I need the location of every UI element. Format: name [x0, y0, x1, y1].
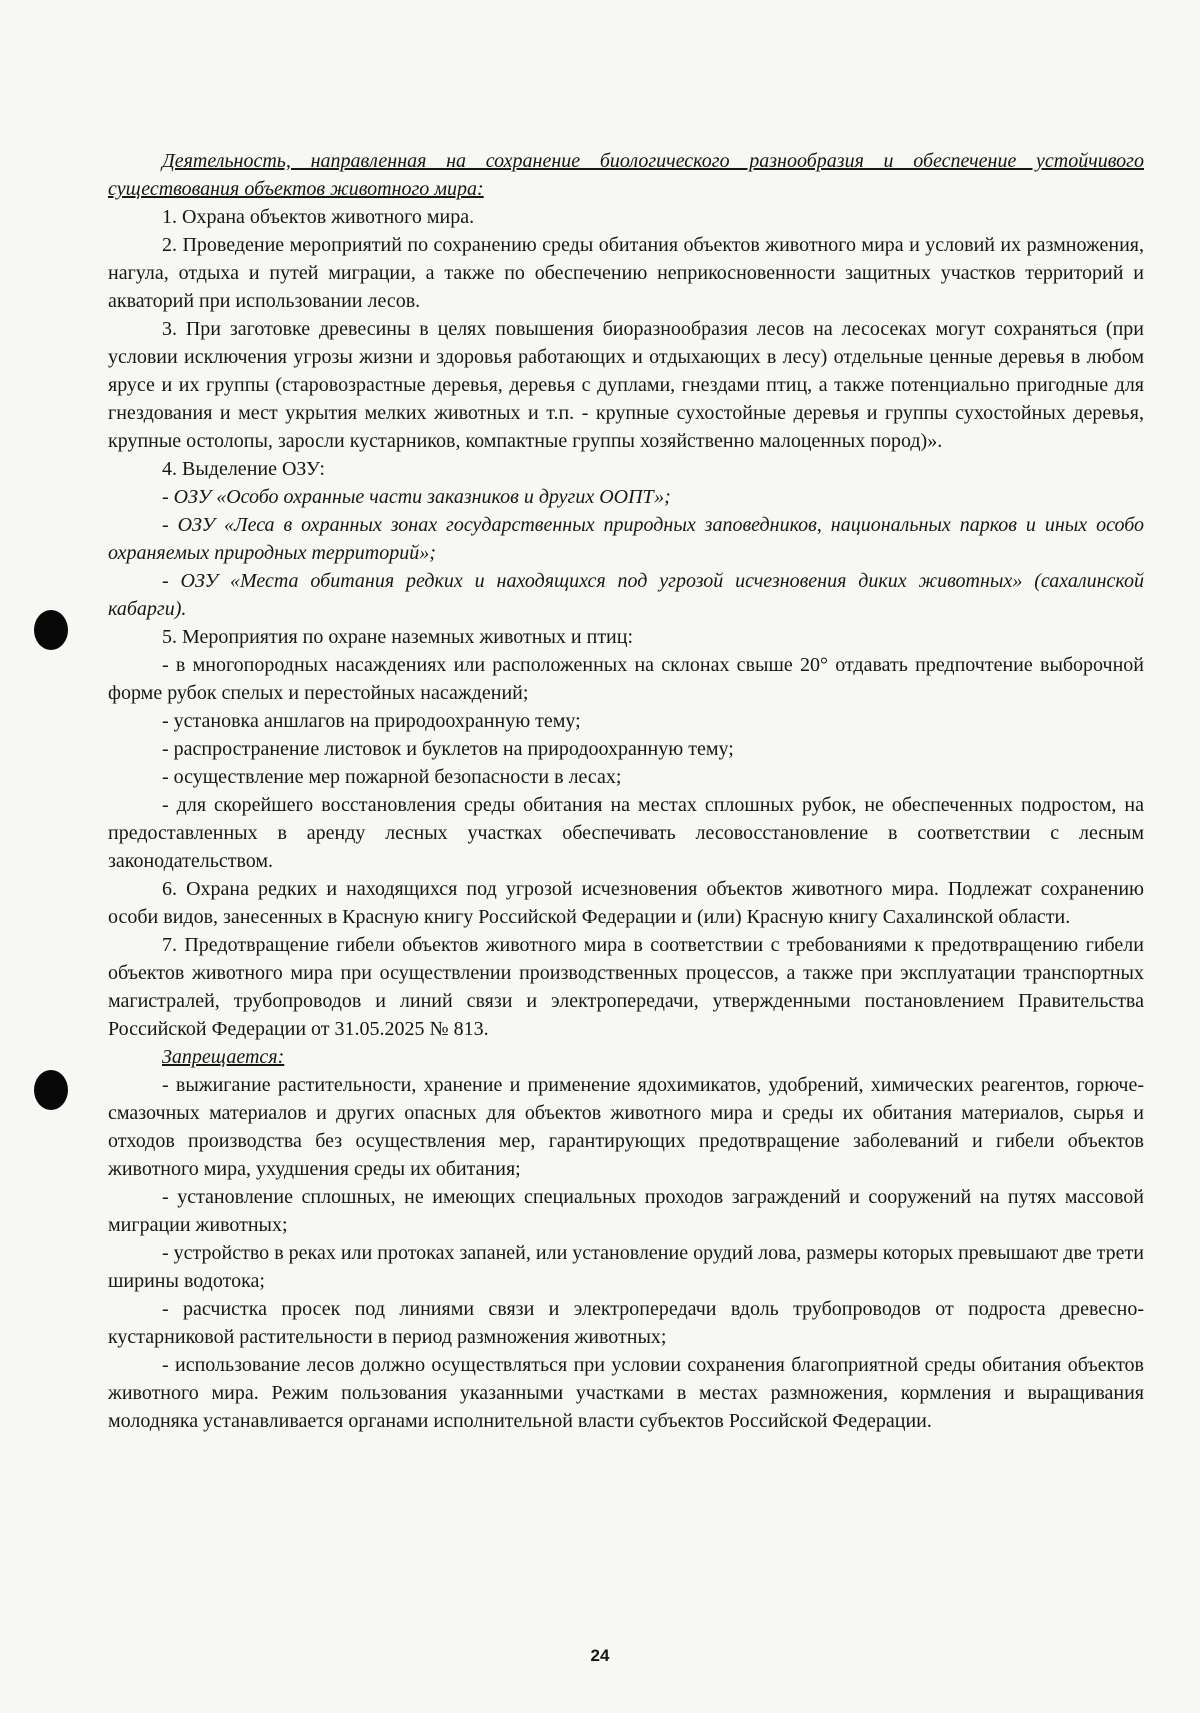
measure-4: - осуществление мер пожарной безопасности в лесах; [162, 766, 622, 788]
ozu-item-2: - ОЗУ «Леса в охранных зонах государственных природных заповедников, национальных парков и иных особо охраняемых природных территорий»; [108, 514, 1144, 564]
document-body [108, 147, 1144, 1435]
binder-hole-top [34, 610, 68, 650]
measure-5: - для скорейшего восстановления среды обитания на местах сплошных рубок, не обеспеченных подростом, на предоставленных в аренду лесных участках обеспечивать лесовосстановление в соответствии с лесным законодательством. [108, 794, 1144, 872]
measure-2: - установка аншлагов на природоохранную тему; [162, 710, 581, 732]
ozu-item-3: - ОЗУ «Места обитания редких и находящихся под угрозой исчезновения диких животных» (сахалинской кабарги). [108, 570, 1144, 620]
prohibited-heading: Запрещается: [162, 1046, 285, 1068]
prohibited-item-3: - устройство в реках или протоках запаней, или установление орудий лова, размеры которых превышают две трети ширины водотока; [108, 1242, 1144, 1292]
page-number: 24 [590, 1646, 610, 1665]
item-6: 6. Охрана редких и находящихся под угрозой исчезновения объектов животного мира. Подлежат сохранению особи видов, занесенных в Красную книгу Российской Федерации и (или) Красную книгу Сахалинской области. [108, 878, 1144, 928]
ozu-item-1: - ОЗУ «Особо охранные части заказников и других ООПТ»; [162, 486, 671, 508]
item-1: 1. Охрана объектов животного мира. [162, 206, 475, 228]
item-3: 3. При заготовке древесины в целях повышения биоразнообразия лесов на лесосеках могут сохраняться (при условии исключения угрозы жизни и здоровья работающих и отдыхающих в лесу) отдельные ценные деревья в любом ярусе и их группы (старовозрастные деревья, деревья с дуплами, гнездами птиц, а также потенциально пригодные для гнездования и мест укрытия мелких животных и т.п. - крупные сухостойные деревья и группы сухостойных деревья, крупные остолопы, заросли кустарников, компактные группы хозяйственно малоценных пород)». [108, 318, 1144, 452]
section-heading: Деятельность, направленная на сохранение биологического разнообразия и обеспечение устойчивого существования объектов животного мира: [108, 150, 1144, 200]
binder-hole-bottom [34, 1070, 68, 1110]
prohibited-item-5: - использование лесов должно осуществляться при условии сохранения благоприятной среды обитания объектов животного мира. Режим пользования указанными участками в местах размножения, кормления и выращивания молодняка устанавливается органами исполнительной власти субъектов Российской Федерации. [108, 1354, 1144, 1432]
prohibited-item-2: - установление сплошных, не имеющих специальных проходов заграждений и сооружений на путях массовой миграции животных; [108, 1186, 1144, 1236]
measure-3: - распространение листовок и буклетов на природоохранную тему; [162, 738, 734, 760]
item-7: 7. Предотвращение гибели объектов животного мира в соответствии с требованиями к предотвращению гибели объектов животного мира при осуществлении производственных процессов, а также при эксплуатации транспортных магистралей, трубопроводов и линий связи и электропередачи, утвержденными постановлением Правительства Российской Федерации от 31.05.2025 № 813. [108, 934, 1144, 1040]
item-5: 5. Мероприятия по охране наземных животных и птиц: [162, 626, 634, 648]
prohibited-item-1: - выжигание растительности, хранение и применение ядохимикатов, удобрений, химических реагентов, горюче-смазочных материалов и других опасных для объектов животного мира и среды их обитания материалов, сырья и отходов производства без осуществления мер, гарантирующих предотвращение заболеваний и гибели объектов животного мира, ухудшения среды их обитания; [108, 1074, 1144, 1180]
item-4: 4. Выделение ОЗУ: [162, 458, 325, 480]
item-2: 2. Проведение мероприятий по сохранению среды обитания объектов животного мира и условий их размножения, нагула, отдыха и путей миграции, а также по обеспечению неприкосновенности защитных участков территорий и акваторий при использовании лесов. [108, 234, 1144, 312]
measure-1: - в многопородных насаждениях или расположенных на склонах свыше 20° отдавать предпочтение выборочной форме рубок спелых и перестойных насаждений; [108, 654, 1144, 704]
prohibited-item-4: - расчистка просек под линиями связи и электропередачи вдоль трубопроводов от подроста древесно-кустарниковой растительности в период размножения животных; [108, 1298, 1144, 1348]
